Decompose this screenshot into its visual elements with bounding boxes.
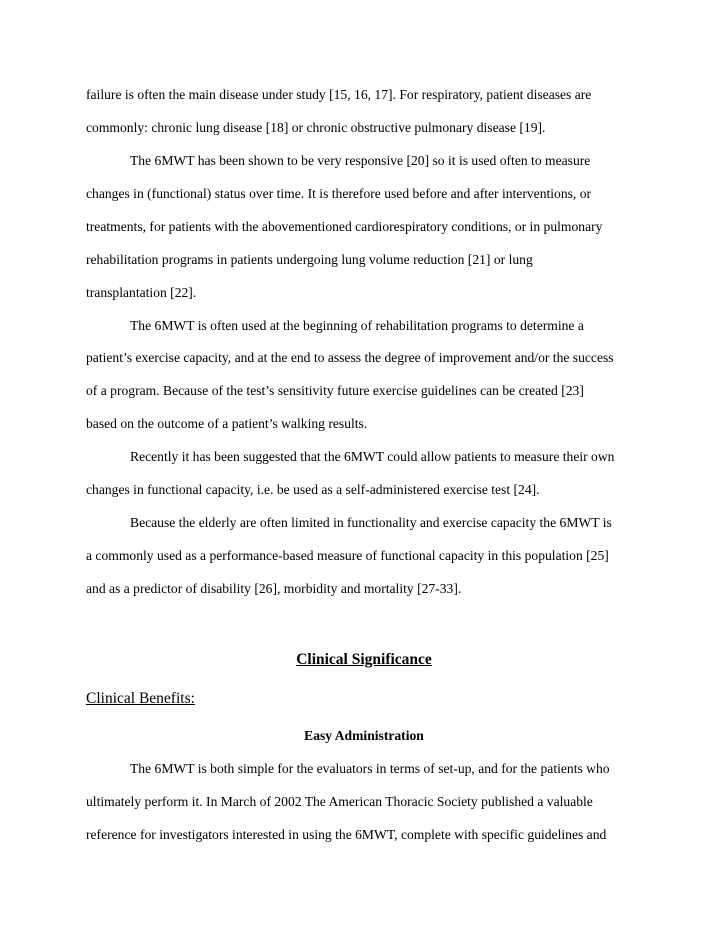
body-line: The 6MWT has been shown to be very responsive [20] so it is used often to measure: [130, 153, 591, 168]
body-line: based on the outcome of a patient’s walking results.: [86, 416, 368, 431]
body-line: Because the elderly are often limited in functionality and exercise capacity the 6MWT is: [130, 515, 612, 530]
body-line: rehabilitation programs in patients undergoing lung volume reduction [21] or lung: [86, 252, 533, 267]
body-line: ultimately perform it. In March of 2002 The American Thoracic Society published a valuable: [86, 794, 593, 809]
section-heading: Clinical Significance: [296, 651, 432, 668]
body-line: changes in functional capacity, i.e. be used as a self-administered exercise test [24].: [86, 482, 540, 497]
subsection-heading: Clinical Benefits:: [86, 690, 195, 707]
body-line: treatments, for patients with the abovementioned cardiorespiratory conditions, or in pulmonary: [86, 219, 603, 234]
body-line: changes in (functional) status over time. It is therefore used before and after interventions, or: [86, 186, 592, 201]
body-line: transplantation [22].: [86, 285, 197, 300]
subsubsection-heading: Easy Administration: [304, 728, 424, 743]
body-line: The 6MWT is both simple for the evaluators in terms of set-up, and for the patients who: [130, 761, 610, 776]
body-line: failure is often the main disease under study [15, 16, 17]. For respiratory, patient diseases are: [86, 87, 592, 102]
body-line: reference for investigators interested in using the 6MWT, complete with specific guidelines and: [86, 827, 607, 842]
body-line: patient’s exercise capacity, and at the end to assess the degree of improvement and/or the success: [86, 350, 614, 365]
body-line: commonly: chronic lung disease [18] or chronic obstructive pulmonary disease [19].: [86, 120, 546, 135]
body-line: a commonly used as a performance-based measure of functional capacity in this population [25]: [86, 548, 609, 563]
body-line: and as a predictor of disability [26], morbidity and mortality [27-33].: [86, 581, 462, 596]
body-line: Recently it has been suggested that the 6MWT could allow patients to measure their own: [130, 449, 615, 464]
body-line: of a program. Because of the test’s sensitivity future exercise guidelines can be created [23]: [86, 383, 584, 398]
body-line: The 6MWT is often used at the beginning of rehabilitation programs to determine a: [130, 318, 584, 333]
